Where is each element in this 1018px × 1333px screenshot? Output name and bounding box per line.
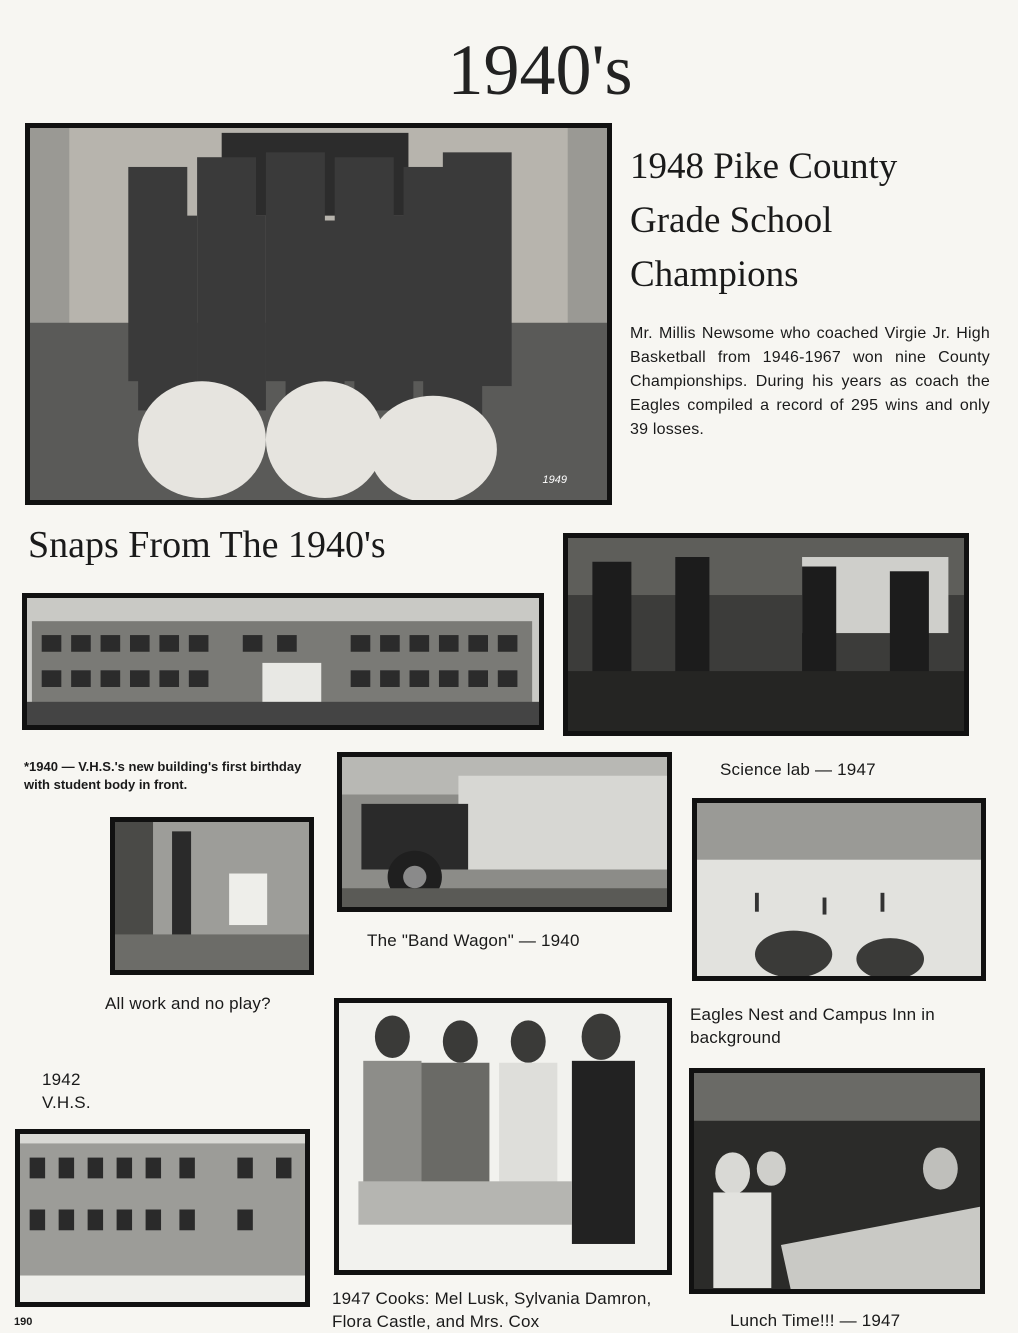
band-wagon-photo (337, 752, 672, 912)
cooks-caption: 1947 Cooks: Mel Lusk, Sylvania Damron, Flora Castle, and Mrs. Cox (332, 1289, 652, 1331)
cooks-photo (334, 998, 672, 1275)
team-photo (25, 123, 612, 505)
lunch-time-caption: Lunch Time!!! — 1947 (730, 1311, 901, 1330)
building-1940-photo (22, 593, 544, 730)
science-lab-photo (563, 533, 969, 736)
feature-body: Mr. Millis Newsome who coached Virgie Jr. High Basketball from 1946-1967 won nine County Championships. During his years as coach the Eagles compiled a record of 295 wins and only 39 losses. (630, 325, 990, 438)
page-number: 190 (14, 1316, 33, 1328)
vhs-1942-caption-line2: V.H.S. (42, 1093, 91, 1112)
eagles-nest-photo (692, 798, 986, 981)
eagles-nest-caption: Eagles Nest and Campus Inn in background (690, 1005, 935, 1047)
page-title: 1940's (447, 30, 633, 110)
band-wagon-caption: The "Band Wagon" — 1940 (367, 931, 580, 950)
vhs-1942-caption-line1: 1942 (42, 1070, 81, 1089)
science-lab-caption: Science lab — 1947 (720, 760, 876, 779)
vhs-1942-photo (15, 1129, 310, 1307)
feature-heading-line1: 1948 Pike County (630, 146, 898, 187)
feature-heading (630, 140, 1010, 302)
snaps-heading: Snaps From The 1940's (28, 524, 386, 566)
lunch-time-photo (689, 1068, 985, 1294)
building-1940-caption: *1940 — V.H.S.'s new building's first birthday with student body in front. (24, 759, 302, 792)
feature-heading-line3: Champions (630, 254, 799, 295)
vhs-1942-caption (42, 1068, 162, 1114)
feature-heading-line2: Grade School (630, 200, 833, 241)
all-work-photo (110, 817, 314, 975)
all-work-caption: All work and no play? (105, 994, 271, 1013)
photo-stamp: 1949 (542, 474, 567, 486)
